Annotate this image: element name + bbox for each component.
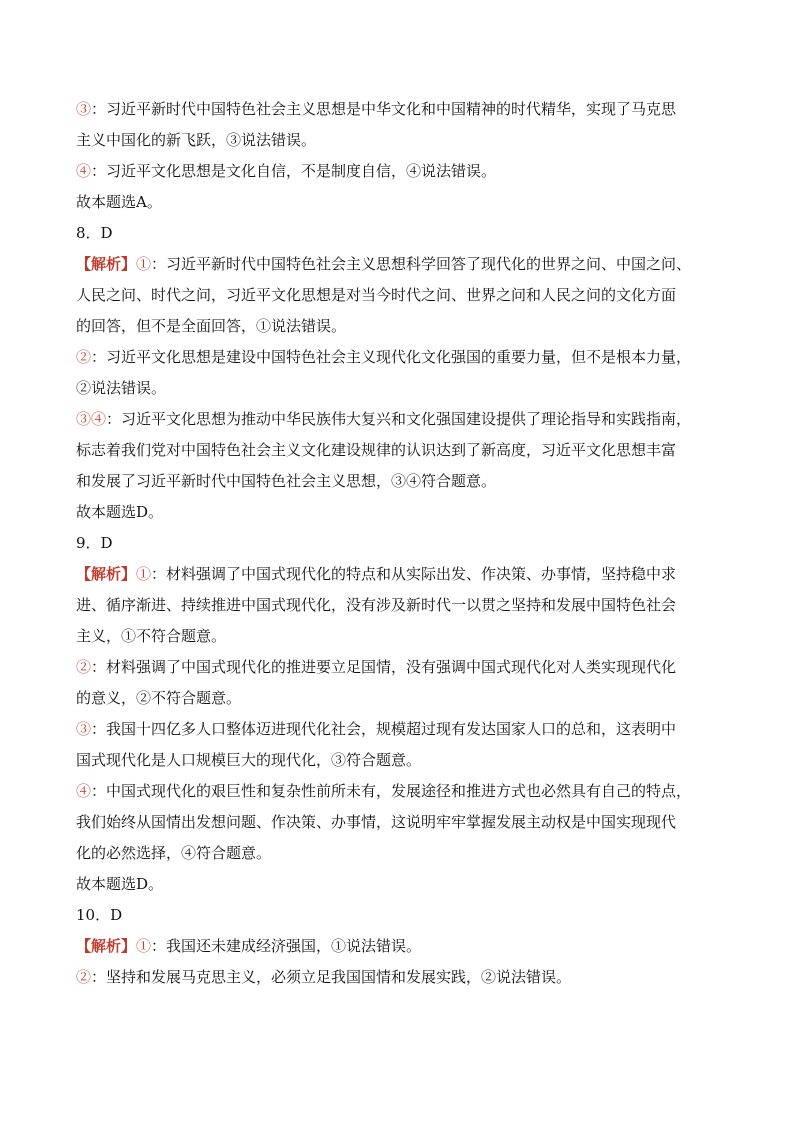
item-marker: ① — [136, 937, 152, 955]
analysis-line: 国式现代化是人口规模巨大的现代化，③符合题意。 — [76, 751, 422, 769]
item-marker: ③④ — [76, 410, 107, 428]
analysis-line: 【解析】①：我国还未建成经济强国，①说法错误。 — [76, 937, 422, 955]
analysis-line: ③：习近平新时代中国特色社会主义思想是中华文化和中国精神的时代精华，实现了马克思 — [76, 100, 677, 118]
analysis-tag: 【解析】 — [76, 255, 137, 273]
item-marker: ④ — [76, 782, 92, 800]
document-page — [76, 94, 726, 993]
analysis-line: 进、循序渐进、持续推进中国式现代化，没有涉及新时代一以贯之坚持和发展中国特色社会 — [76, 596, 677, 614]
analysis-line: ②：坚持和发展马克思主义，必须立足我国国情和发展实践，②说法错误。 — [76, 968, 572, 986]
analysis-tag: 【解析】 — [76, 565, 137, 583]
analysis-line: 标志着我们党对中国特色社会主义文化建设规律的认识达到了新高度，习近平文化思想丰富 — [76, 441, 677, 459]
analysis-line: 化的必然选择，④符合题意。 — [76, 844, 272, 862]
item-marker: ④ — [76, 162, 92, 180]
analysis-line: ③：我国十四亿多人口整体迈进现代化社会，规模超过现有发达国家人口的总和，这表明中 — [76, 720, 677, 738]
analysis-line: ②：习近平文化思想是建设中国特色社会主义现代化文化强国的重要力量，但不是根本力量， — [76, 348, 692, 366]
analysis-line: ②：材料强调了中国式现代化的推进要立足国情，没有强调中国式现代化对人类实现现代化 — [76, 658, 677, 676]
analysis-line: ④：习近平文化思想是文化自信，不是制度自信，④说法错误。 — [76, 162, 497, 180]
analysis-line: ④：中国式现代化的艰巨性和复杂性前所未有，发展途径和推进方式也必然具有自己的特点， — [76, 782, 692, 800]
analysis-line: 【解析】①：习近平新时代中国特色社会主义思想科学回答了现代化的世界之问、中国之问、 — [76, 255, 692, 273]
analysis-line: 主义中国化的新飞跃，③说法错误。 — [76, 131, 317, 149]
item-marker: ① — [136, 255, 152, 273]
analysis-line: 【解析】①：材料强调了中国式现代化的特点和从实际出发、作决策、办事情，坚持稳中求 — [76, 565, 677, 583]
analysis-line: 人民之问、时代之问，习近平文化思想是对当今时代之问、世界之问和人民之问的文化方面 — [76, 286, 677, 304]
item-marker: ② — [76, 658, 92, 676]
analysis-line: 主义，①不符合题意。 — [76, 627, 227, 645]
analysis-line: 的回答，但不是全面回答，①说法错误。 — [76, 317, 347, 335]
analysis-line: 我们始终从国情出发想问题、作决策、办事情，这说明牢牢掌握发展主动权是中国实现现代 — [76, 813, 677, 831]
answer-line: 9．D — [76, 534, 113, 552]
item-marker: ③ — [76, 720, 92, 738]
conclusion: 故本题选A。 — [76, 193, 162, 211]
item-marker: ② — [76, 348, 92, 366]
conclusion: 故本题选D。 — [76, 503, 164, 521]
item-marker: ② — [76, 968, 92, 986]
item-marker: ① — [136, 565, 152, 583]
analysis-line: 的意义，②不符合题意。 — [76, 689, 242, 707]
answer-line: 8．D — [76, 224, 113, 242]
item-marker: ③ — [76, 100, 92, 118]
analysis-line: 和发展了习近平新时代中国特色社会主义思想，③④符合题意。 — [76, 472, 497, 490]
analysis-tag: 【解析】 — [76, 937, 137, 955]
answer-line: 10．D — [76, 906, 123, 924]
analysis-line: ③④：习近平文化思想为推动中华民族伟大复兴和文化强国建设提供了理论指导和实践指南， — [76, 410, 692, 428]
analysis-line: ②说法错误。 — [76, 379, 167, 397]
conclusion: 故本题选D。 — [76, 875, 164, 893]
